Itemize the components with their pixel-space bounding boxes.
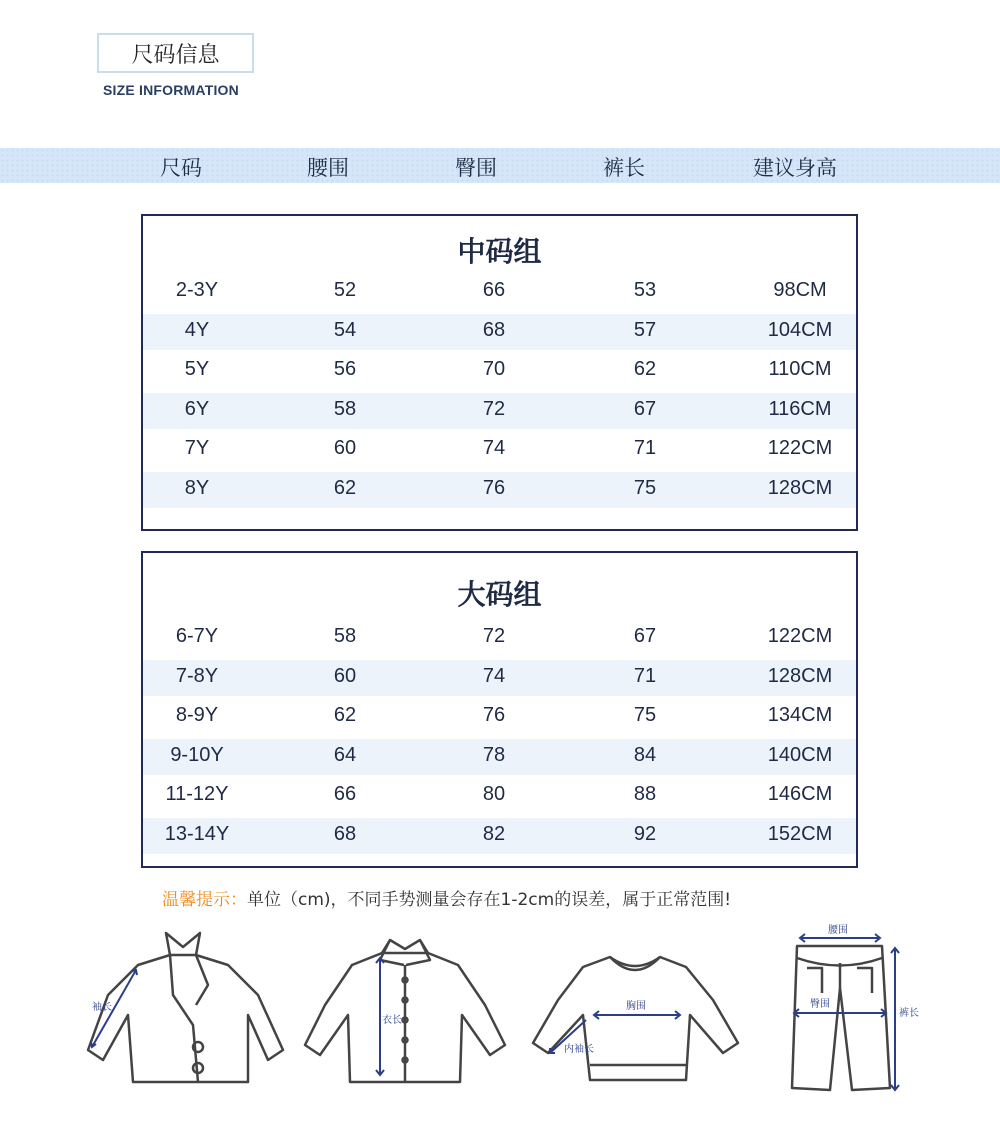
cell-height: 128CM (767, 476, 833, 499)
column-header-band (0, 148, 1000, 183)
cell-length: 84 (633, 743, 657, 766)
shirt-length-label: 衣长 (382, 1015, 402, 1026)
pants-length-label: 裤长 (899, 1008, 919, 1019)
tip-label: 温馨提示： (162, 890, 247, 910)
table-row (143, 314, 856, 350)
cell-hip: 66 (482, 279, 506, 301)
cell-waist: 52 (333, 279, 357, 301)
table-row (143, 818, 856, 854)
table-row (143, 739, 856, 775)
cell-height: 122CM (767, 625, 833, 647)
cell-length: 92 (633, 822, 657, 845)
cell-length: 53 (633, 279, 657, 301)
column-header-height: 建议身高 (753, 156, 837, 180)
jacket-icon (78, 925, 293, 1090)
cell-length: 75 (633, 476, 657, 499)
sweater-chest-label: 胸围 (626, 1001, 646, 1012)
pants-illustration (782, 918, 932, 1098)
table-row (143, 660, 856, 696)
cell-hip: 78 (482, 743, 506, 766)
size-group-medium (141, 214, 858, 531)
cell-size: 8Y (184, 476, 210, 499)
table-row (143, 353, 856, 389)
cell-hip: 80 (482, 783, 506, 805)
sweater-sleeve-label: 内袖长 (564, 1044, 594, 1055)
table-row (143, 274, 856, 310)
cell-waist: 62 (333, 704, 357, 726)
page-title-cn: 尺码信息 (131, 42, 220, 68)
group-title: 大码组 (457, 578, 542, 611)
table-row (143, 699, 856, 735)
cell-hip: 76 (482, 704, 506, 726)
cell-waist: 54 (333, 318, 357, 341)
measurement-tip (162, 885, 731, 910)
pants-waist-label: 腰围 (828, 925, 848, 936)
pants-hip-label: 臀围 (810, 999, 830, 1010)
column-header-hip: 臀围 (455, 156, 497, 180)
cell-length: 62 (633, 358, 657, 380)
page-title-en: SIZE INFORMATION (103, 82, 239, 98)
cell-height: 116CM (768, 397, 832, 420)
cell-length: 71 (633, 437, 657, 459)
cell-waist: 66 (333, 783, 357, 805)
cell-length: 75 (633, 704, 657, 726)
cell-waist: 60 (333, 437, 357, 459)
cell-height: 134CM (767, 704, 833, 726)
cell-waist: 62 (333, 476, 357, 499)
cell-size: 2-3Y (175, 279, 219, 301)
cell-waist: 68 (333, 822, 357, 845)
shirt-icon (300, 925, 510, 1090)
cell-size: 7-8Y (175, 664, 219, 687)
cell-waist: 58 (333, 397, 357, 420)
cell-height: 122CM (767, 437, 833, 459)
jacket-illustration (78, 925, 293, 1090)
table-row (143, 472, 856, 508)
cell-size: 7Y (184, 437, 210, 459)
tip-text: 单位（cm)，不同手势测量会存在1-2cm的误差，属于正常范围! (247, 890, 732, 910)
cell-height: 140CM (767, 743, 833, 766)
shirt-illustration (300, 925, 510, 1090)
table-row (143, 432, 856, 468)
cell-size: 9-10Y (170, 743, 224, 766)
cell-length: 67 (633, 625, 657, 647)
cell-height: 128CM (767, 664, 833, 687)
table-row (143, 393, 856, 429)
cell-size: 4Y (184, 318, 210, 341)
cell-height: 98CM (773, 279, 827, 301)
cell-waist: 60 (333, 664, 357, 687)
cell-size: 6Y (184, 397, 210, 420)
column-header-length: 裤长 (603, 156, 645, 180)
group-title: 中码组 (457, 235, 542, 268)
cell-hip: 72 (482, 625, 506, 647)
cell-height: 110CM (768, 358, 832, 380)
cell-waist: 56 (333, 358, 357, 380)
cell-length: 88 (633, 783, 657, 805)
title-box (97, 33, 254, 73)
cell-height: 146CM (767, 783, 833, 805)
cell-waist: 64 (333, 743, 357, 766)
cell-hip: 70 (482, 358, 506, 380)
sweater-icon (528, 925, 743, 1090)
table-row (143, 620, 856, 656)
cell-size: 5Y (184, 358, 210, 380)
pants-icon (782, 918, 932, 1098)
sweater-illustration (528, 925, 743, 1090)
cell-height: 152CM (767, 822, 833, 845)
table-row (143, 778, 856, 814)
cell-hip: 68 (482, 318, 506, 341)
cell-hip: 72 (482, 397, 506, 420)
jacket-sleeve-label: 袖长 (92, 1002, 112, 1013)
size-group-large (141, 551, 858, 868)
cell-hip: 74 (482, 664, 506, 687)
cell-length: 67 (633, 397, 657, 420)
column-header-waist: 腰围 (307, 156, 349, 180)
cell-hip: 82 (482, 822, 506, 845)
column-header-size: 尺码 (160, 156, 202, 180)
cell-hip: 74 (482, 437, 506, 459)
cell-size: 13-14Y (164, 822, 230, 845)
cell-size: 8-9Y (175, 704, 219, 726)
cell-size: 6-7Y (175, 625, 219, 647)
cell-size: 11-12Y (165, 783, 229, 805)
cell-waist: 58 (333, 625, 357, 647)
cell-length: 57 (633, 318, 657, 341)
cell-length: 71 (633, 664, 657, 687)
cell-hip: 76 (482, 476, 506, 499)
cell-height: 104CM (767, 318, 833, 341)
